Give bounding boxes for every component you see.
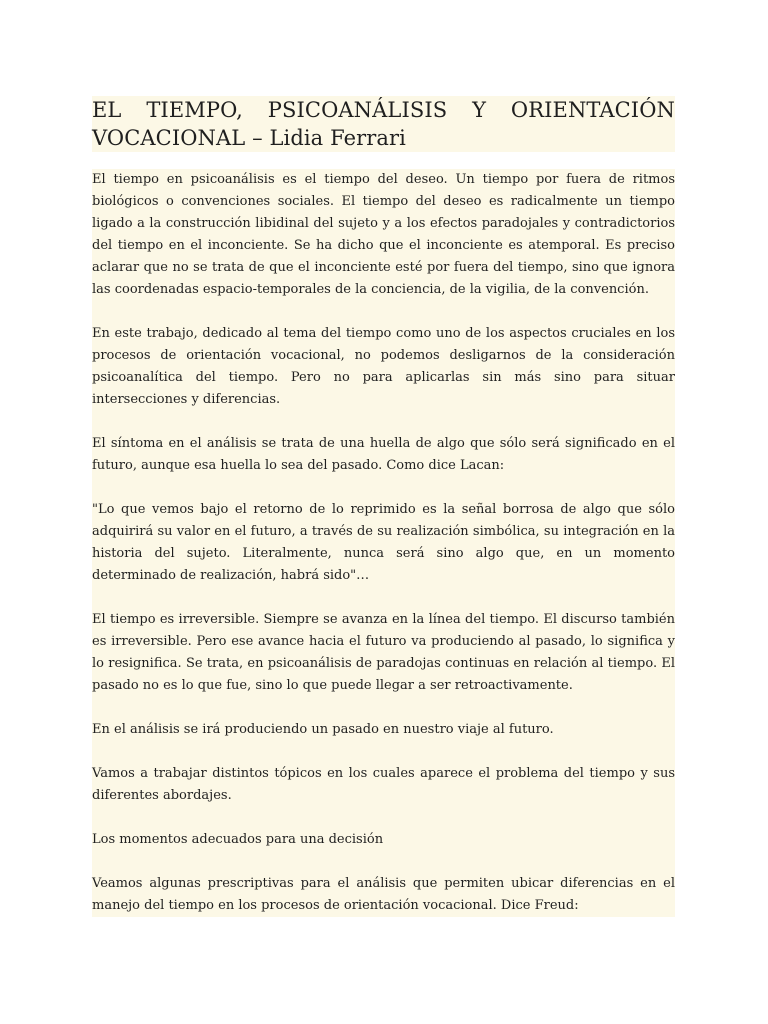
paragraph-6: En el análisis se irá produciendo un pasado en nuestro viaje al futuro. — [92, 722, 554, 737]
paragraph-1: El tiempo en psicoanálisis es el tiempo del deseo. Un tiempo por fuera de ritmos biológicos o convenciones sociales. El tiempo del deseo es radicalmente un tiempo ligado a la construcción libidinal del sujeto y a los efectos paradojales y contradictorios del tiempo en el inconciente. Se ha dicho que el inconciente es atemporal. Es preciso aclarar que no se trata de que el inconciente esté por fuera del tiempo, sino que ignora las coordenadas espacio-temporales de la conciencia, de la vigilia, de la convención. — [92, 172, 675, 297]
paragraph-5: El tiempo es irreversible. Siempre se avanza en la línea del tiempo. El discurso también es irreversible. Pero ese avance hacia el futuro va produciendo al pasado, lo significa y lo resignifica. Se trata, en psicoanálisis de paradojas continuas en relación al tiempo. El pasado no es lo que fue, sino lo que puede llegar a ser retroactivamente. — [92, 612, 675, 693]
document-text — [92, 169, 675, 917]
document-title: EL TIEMPO, PSICOANÁLISIS Y ORIENTACIÓN VOCACIONAL – Lidia Ferrari — [92, 98, 675, 150]
quote-lacan: "Lo que vemos bajo el retorno de lo reprimido es la señal borrosa de algo que sólo adquirirá su valor en el futuro, a través de su realización simbólica, su integración en la historia del sujeto. Literalmente, nunca será sino algo que, en un momento determinado de realización, habrá sido"… — [92, 502, 675, 583]
paragraph-2: En este trabajo, dedicado al tema del tiempo como uno de los aspectos cruciales en los procesos de orientación vocacional, no podemos desligarnos de la consideración psicoanalítica del tiempo. Pero no para aplicarlas sin más sino para situar intersecciones y diferencias. — [92, 326, 675, 407]
paragraph-7: Vamos a trabajar distintos tópicos en los cuales aparece el problema del tiempo y sus diferentes abordajes. — [92, 766, 675, 803]
paragraph-9: Veamos algunas prescriptivas para el análisis que permiten ubicar diferencias en el manejo del tiempo en los procesos de orientación vocacional. Dice Freud: — [92, 876, 675, 913]
document-body — [92, 96, 675, 917]
section-heading: Los momentos adecuados para una decisión — [92, 832, 384, 847]
paragraph-3: El síntoma en el análisis se trata de una huella de algo que sólo será significado en el futuro, aunque esa huella lo sea del pasado. Como dice Lacan: — [92, 436, 675, 473]
